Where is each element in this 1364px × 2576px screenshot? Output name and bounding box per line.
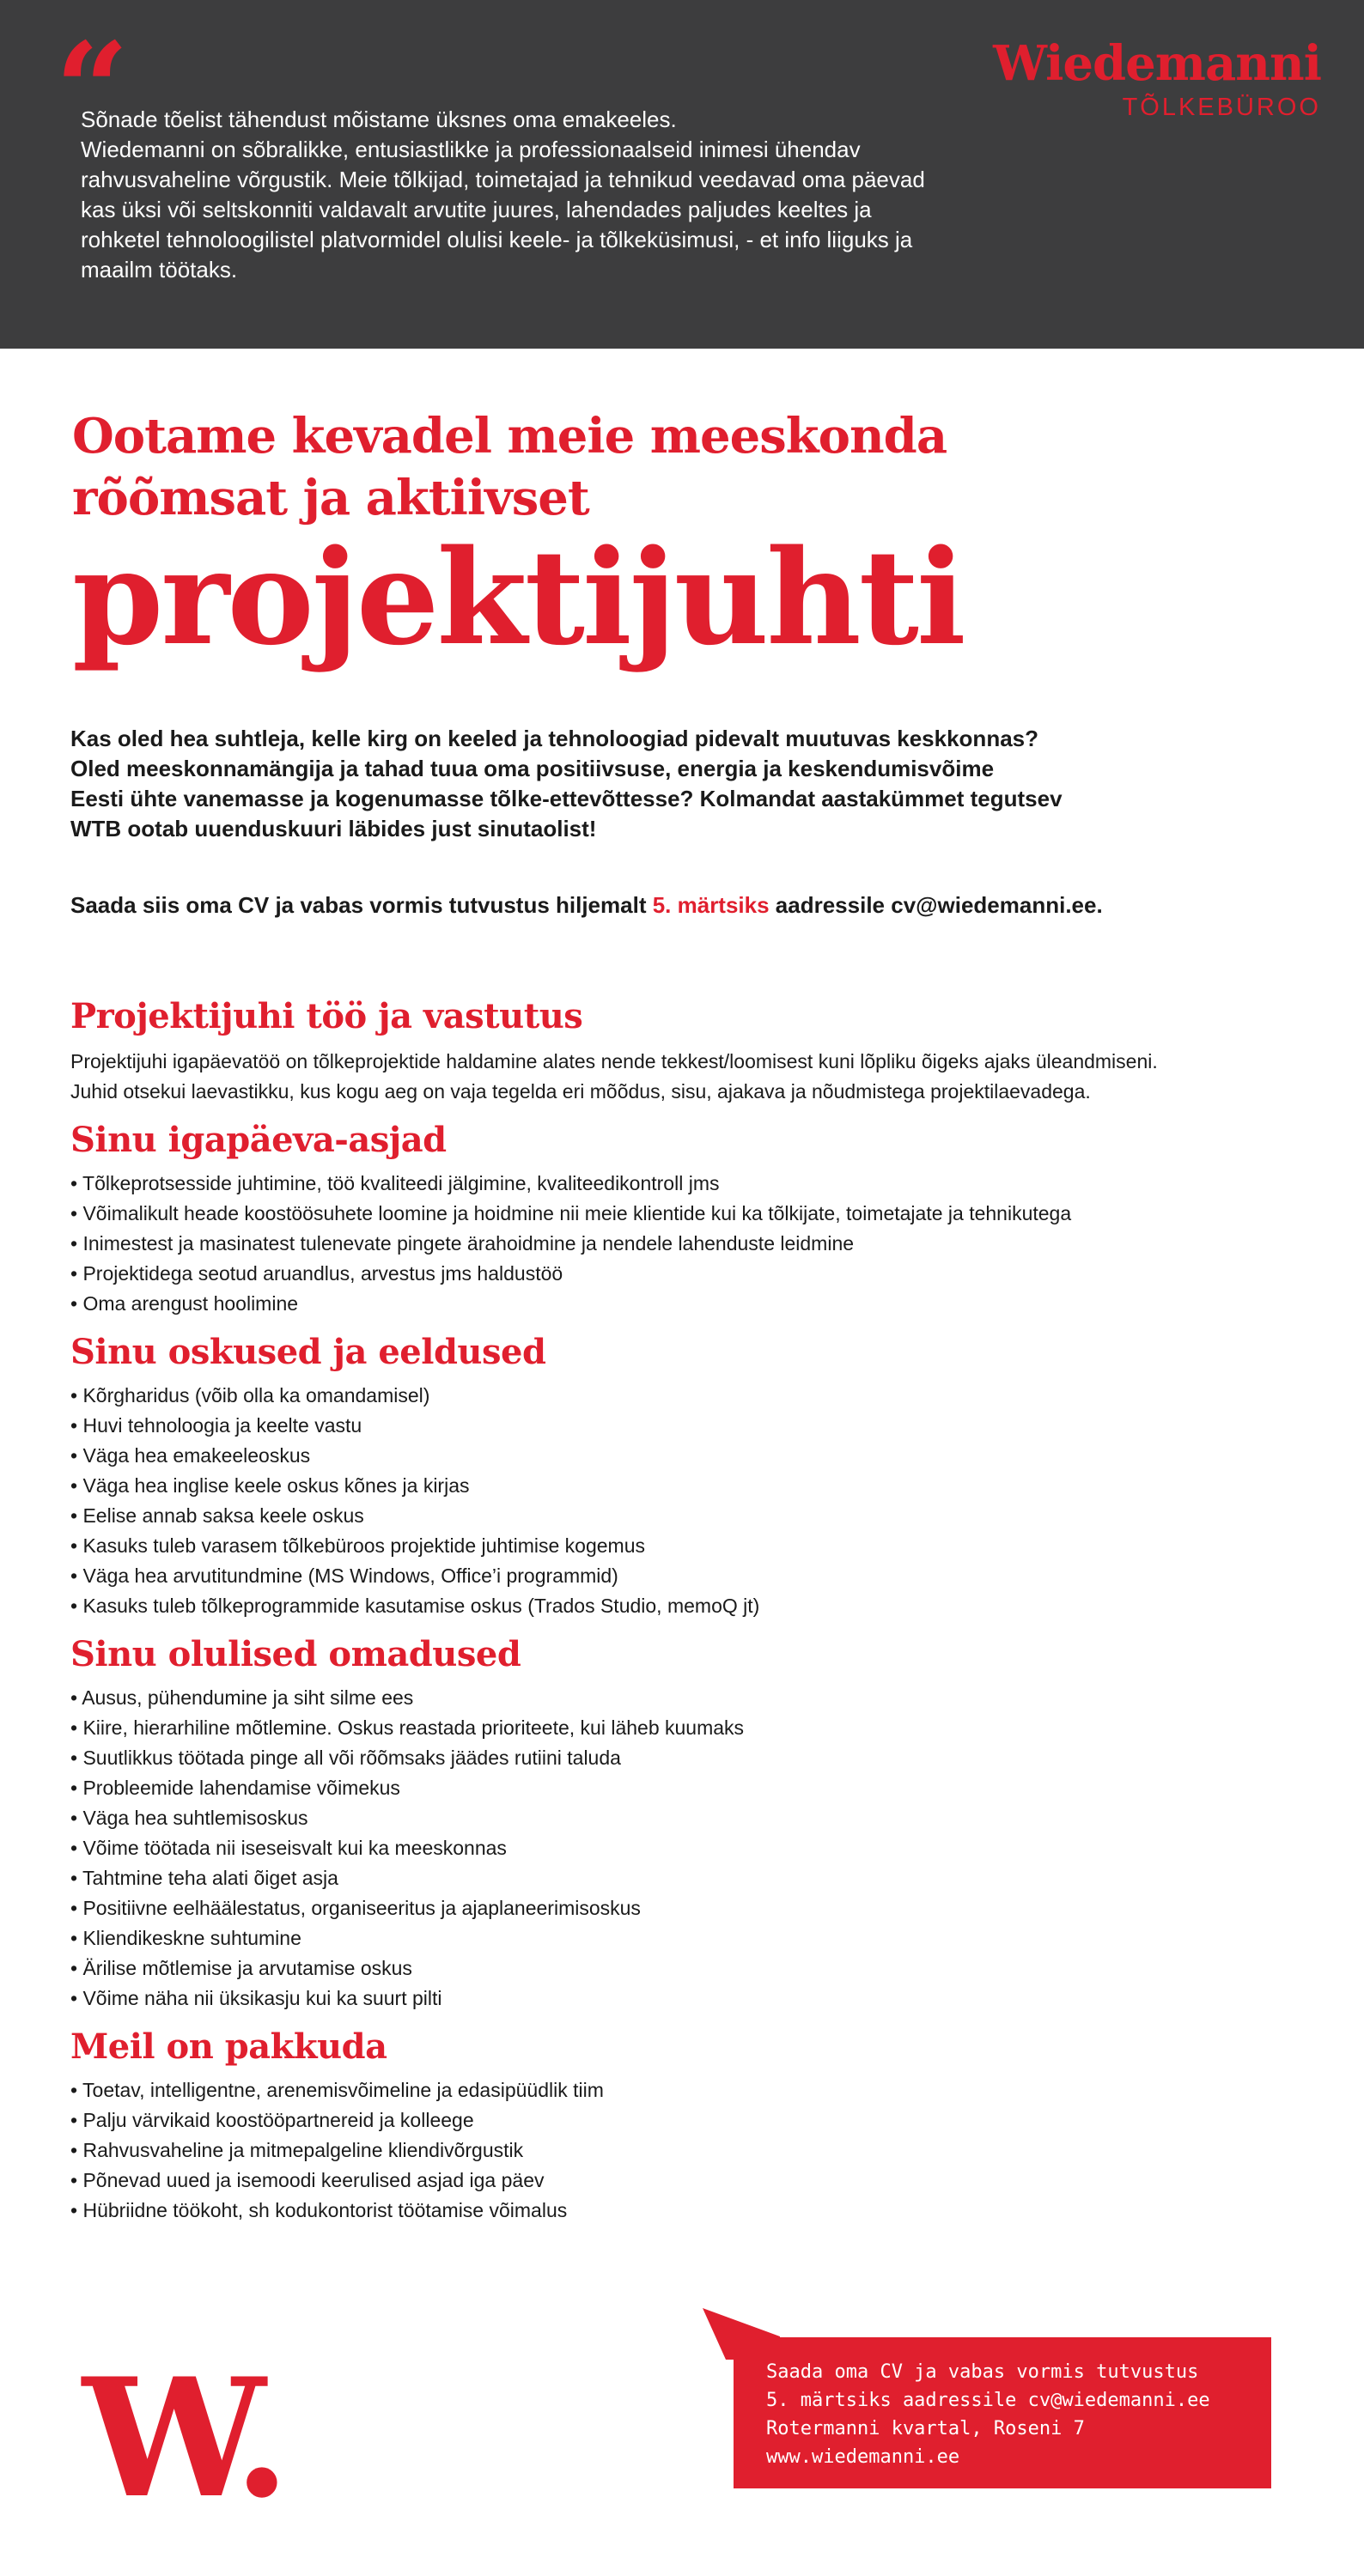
list-item: • Väga hea arvutitundmine (MS Windows, Office’i programmid) bbox=[70, 1561, 1324, 1591]
cta-text-before: Saada siis oma CV ja vabas vormis tutvustus hiljemalt bbox=[70, 892, 653, 918]
list-item: • Palju värvikaid koostööpartnereid ja kolleege bbox=[70, 2105, 1324, 2136]
intro-text bbox=[70, 724, 1273, 844]
offer-list bbox=[70, 2075, 1324, 2226]
list-item: • Oma arengust hoolimine bbox=[70, 1289, 1324, 1319]
list-item: • Rahvusvaheline ja mitmepalgeline kliendivõrgustik bbox=[70, 2136, 1324, 2166]
list-item: • Toetav, intelligentne, arenemisvõimeline ja edasipüüdlik tiim bbox=[70, 2075, 1324, 2105]
list-item: • Võimalikult heade koostöösuhete loomine ja hoidmine nii meie klientide kui ka tõlkijate, toimetajate ja tehnikutega bbox=[70, 1199, 1324, 1229]
cta-text-after: aadressile cv@wiedemanni.ee. bbox=[769, 892, 1103, 918]
quote-line: kas üksi või seltskonniti valdavalt arvutite juures, lahendades paljudes keeltes ja bbox=[81, 197, 872, 222]
list-item: • Eelise annab saksa keele oskus bbox=[70, 1501, 1324, 1531]
list-item: • Kõrgharidus (võib olla ka omandamisel) bbox=[70, 1381, 1324, 1411]
responsibility-text bbox=[70, 1047, 1324, 1107]
company-logo bbox=[993, 36, 1321, 122]
list-item: • Ärilise mõtlemise ja arvutamise oskus bbox=[70, 1953, 1324, 1984]
list-item: • Kiire, hierarhiline mõtlemine. Oskus reastada prioriteete, kui läheb kuumaks bbox=[70, 1713, 1324, 1743]
headline-job-title: projektijuhti bbox=[72, 520, 964, 674]
list-item: • Võime töötada nii iseseisvalt kui ka meeskonnas bbox=[70, 1833, 1324, 1863]
section-title-daily: Sinu igapäeva-asjad bbox=[70, 1120, 447, 1160]
list-item: • Põnevad uued ja isemoodi keerulised asjad iga päev bbox=[70, 2166, 1324, 2196]
quote-line: rohketel tehnoloogilistel platvormidel olulisi keele- ja tõlkeküsimusi, - et info liiguks ja bbox=[81, 227, 913, 252]
intro-line: Kas oled hea suhtleja, kelle kirg on keeled ja tehnoloogiad pidevalt muutuvas keskkonnas? bbox=[70, 726, 1039, 751]
quote-line: rahvusvaheline võrgustik. Meie tõlkijad, toimetajad ja tehnikud veedavad oma päevad bbox=[81, 167, 925, 192]
contact-box bbox=[734, 2337, 1271, 2488]
logo-subtitle: TÕLKEBÜROO bbox=[1122, 94, 1321, 121]
job-details bbox=[70, 992, 1324, 2234]
quote-line: maailm töötaks. bbox=[81, 257, 238, 283]
section-title-traits: Sinu olulised omadused bbox=[70, 1634, 521, 1674]
contact-website[interactable]: www.wiedemanni.ee bbox=[766, 2446, 960, 2468]
contact-line: Rotermanni kvartal, Roseni 7 bbox=[766, 2418, 1085, 2439]
header-quote bbox=[81, 105, 1017, 285]
traits-list bbox=[70, 1683, 1324, 2014]
quote-line: Sõnade tõelist tähendust mõistame üksnes oma emakeeles. bbox=[81, 106, 677, 132]
list-item: • Võime näha nii üksikasju kui ka suurt pilti bbox=[70, 1984, 1324, 2014]
list-item: • Probleemide lahendamise võimekus bbox=[70, 1773, 1324, 1803]
list-item: • Tahtmine teha alati õiget asja bbox=[70, 1863, 1324, 1893]
headline-line-2: rõõmsat ja aktiivset bbox=[72, 470, 589, 526]
list-item: • Huvi tehnoloogia ja keelte vastu bbox=[70, 1411, 1324, 1441]
contact-line: Saada oma CV ja vabas vormis tutvustus bbox=[766, 2361, 1199, 2383]
list-item: • Väga hea emakeeleoskus bbox=[70, 1441, 1324, 1471]
quote-mark-icon: “ bbox=[55, 15, 130, 166]
skills-list bbox=[70, 1381, 1324, 1621]
list-item: • Kasuks tuleb varasem tõlkebüroos projektide juhtimise kogemus bbox=[70, 1531, 1324, 1561]
list-item: • Väga hea inglise keele oskus kõnes ja kirjas bbox=[70, 1471, 1324, 1501]
section-title-skills: Sinu oskused ja eeldused bbox=[70, 1332, 546, 1372]
responsibility-line: Projektijuhi igapäevatöö on tõlkeprojektide haldamine alates nende tekkest/loomisest kuni lõpliku õigeks ajaks üleandmiseni. bbox=[70, 1050, 1158, 1072]
headline-line-1: Ootame kevadel meie meeskonda bbox=[72, 408, 947, 465]
logo-name: Wiedemanni bbox=[993, 35, 1321, 92]
list-item: • Positiivne eelhäälestatus, organiseeritus ja ajaplaneerimisoskus bbox=[70, 1893, 1324, 1923]
section-title-responsibility: Projektijuhi töö ja vastutus bbox=[70, 996, 583, 1036]
intro-line: Oled meeskonnamängija ja tahad tuua oma positiivsuse, energia ja keskendumisvõime bbox=[70, 756, 995, 781]
section-title-offer: Meil on pakkuda bbox=[70, 2026, 387, 2067]
list-item: • Projektidega seotud aruandlus, arvestus jms haldustöö bbox=[70, 1259, 1324, 1289]
daily-list bbox=[70, 1169, 1324, 1319]
list-item: • Väga hea suhtlemisoskus bbox=[70, 1803, 1324, 1833]
w-logo-icon: W. bbox=[82, 2342, 283, 2534]
contact-line: 5. märtsiks aadressile cv@wiedemanni.ee bbox=[766, 2390, 1210, 2411]
header-banner bbox=[0, 0, 1364, 349]
intro-line: WTB ootab uuenduskuuri läbides just sinutaolist! bbox=[70, 816, 597, 841]
responsibility-line: Juhid otsekui laevastikku, kus kogu aeg on vaja tegelda eri mõõdus, sisu, ajakava ja nõudmistega projektilaevadega. bbox=[70, 1080, 1091, 1103]
list-item: • Kasuks tuleb tõlkeprogrammide kasutamise oskus (Trados Studio, memoQ jt) bbox=[70, 1591, 1324, 1621]
list-item: • Ausus, pühendumine ja siht silme ees bbox=[70, 1683, 1324, 1713]
list-item: • Hübriidne töökoht, sh kodukontorist töötamise võimalus bbox=[70, 2196, 1324, 2226]
intro-line: Eesti ühte vanemasse ja kogenumasse tõlke-ettevõttesse? Kolmandat aastakümmet tegutsev bbox=[70, 786, 1063, 811]
list-item: • Inimestest ja masinatest tulenevate pingete ärahoidmine ja nendele lahenduste leidmine bbox=[70, 1229, 1324, 1259]
list-item: • Suutlikkus töötada pinge all või rõõmsaks jäädes rutiini taluda bbox=[70, 1743, 1324, 1773]
headline bbox=[72, 405, 964, 674]
list-item: • Tõlkeprotsesside juhtimine, töö kvaliteedi jälgimine, kvaliteedikontroll jms bbox=[70, 1169, 1324, 1199]
list-item: • Kliendikeskne suhtumine bbox=[70, 1923, 1324, 1953]
quote-line: Wiedemanni on sõbralikke, entusiastlikke ja professionaalseid inimesi ühendav bbox=[81, 137, 861, 162]
cta-deadline: 5. märtsiks bbox=[652, 892, 770, 918]
call-to-action bbox=[70, 890, 1103, 920]
